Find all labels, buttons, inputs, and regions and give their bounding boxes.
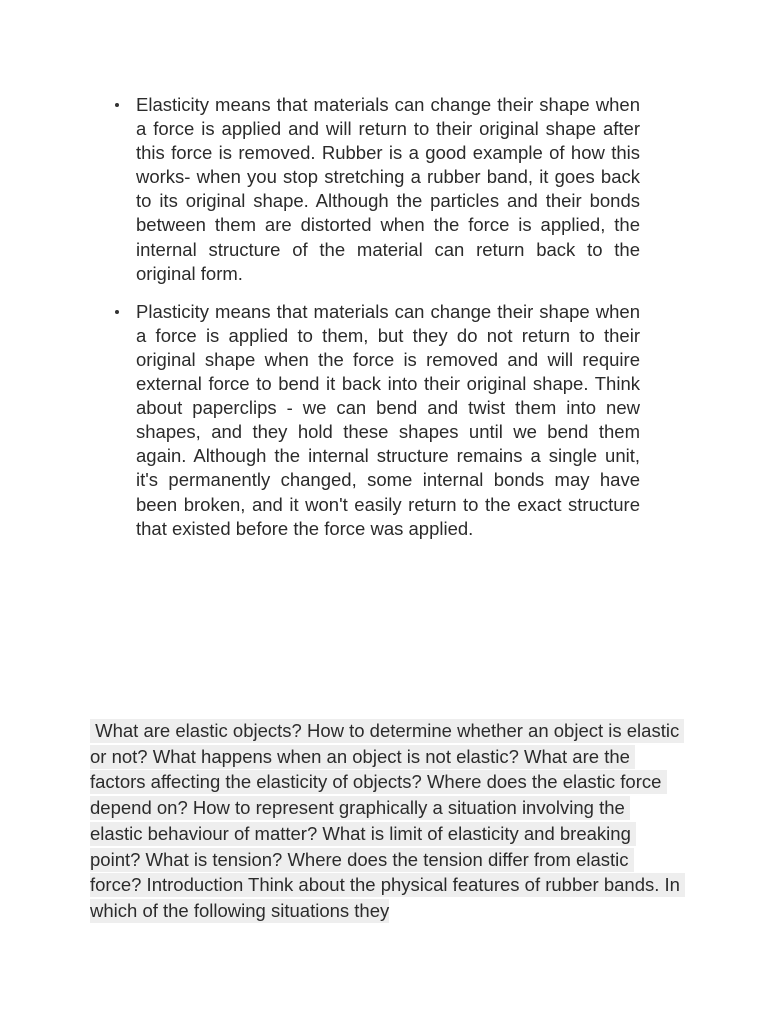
bullet-text: Plasticity means that materials can change their shape when a force is applied to them, but they do not return to their original shape when the force is removed and will require external force to bend it back into their original shape. Think about paperclips - we can bend and twist them into new shapes, and they hold these shapes until we bend them again. Although the internal structure remains a single unit, it's permanently changed, some internal bonds may have been broken, and it won't easily return to the exact structure that existed before the force was applied. — [136, 300, 640, 539]
bullet-item-elasticity — [105, 93, 640, 286]
bullet-list — [105, 93, 640, 555]
bullet-dot-icon — [115, 103, 119, 107]
question-paragraph — [90, 718, 686, 924]
bullet-dot-icon — [115, 310, 119, 314]
bullet-text: Elasticity means that materials can change their shape when a force is applied and will return to their original shape after this force is removed. Rubber is a good example of how this works- when you stop stretching a rubber band, it goes back to its original shape. Although the particles and their bonds between them are distorted when the force is applied, the internal structure of the material can return back to the original form. — [136, 94, 640, 284]
bullet-item-plasticity — [105, 300, 640, 541]
highlighted-question-text: What are elastic objects? How to determine whether an object is elastic or not? What happens when an object is not elastic? What are the factors affecting the elasticity of objects? Where does the elastic force depend on? How to represent graphically a situation involving the elastic behaviour of matter? What is limit of elasticity and breaking point? What is tension? Where does the tension differ from elastic force? Introduction Think about the physical features of rubber bands. In which of the following situations they — [90, 720, 686, 921]
